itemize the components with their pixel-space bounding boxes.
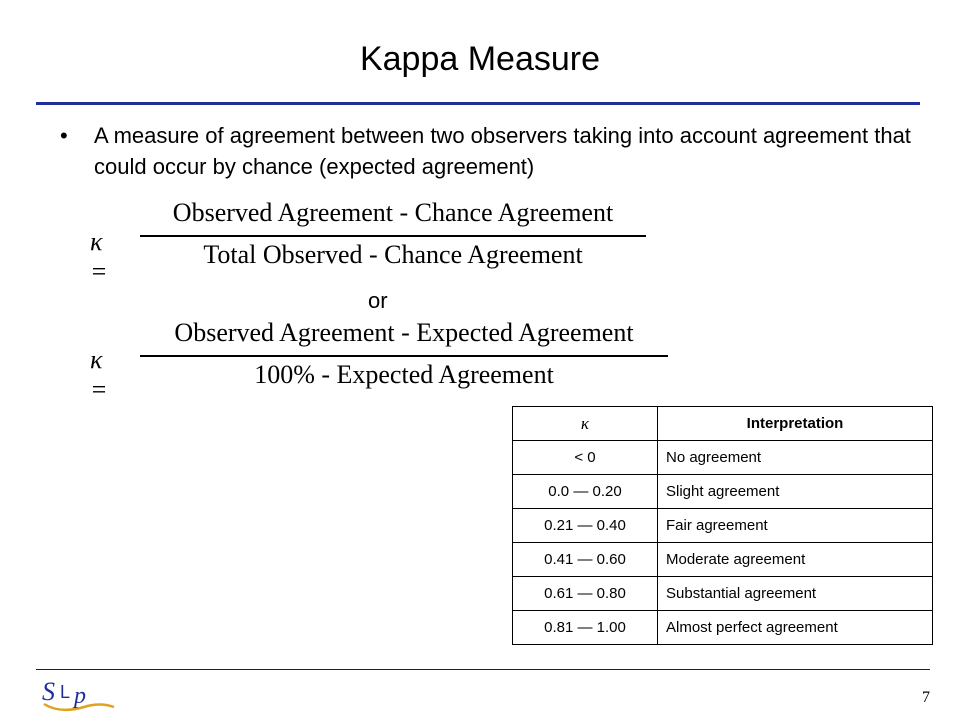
interpretation: Substantial agreement bbox=[658, 577, 933, 611]
table-header-row bbox=[513, 407, 933, 441]
svg-text:L: L bbox=[60, 682, 71, 702]
footer-divider bbox=[36, 669, 930, 670]
header-kappa: κ bbox=[513, 407, 658, 441]
bullet-text: A measure of agreement between two observers taking into account agreement that could occur by chance (expected agreement) bbox=[94, 123, 911, 179]
formula-numerator: Observed Agreement - Expected Agreement bbox=[174, 318, 634, 347]
interpretation: Fair agreement bbox=[658, 509, 933, 543]
fraction-bar bbox=[140, 235, 646, 237]
table-row bbox=[513, 509, 933, 543]
interpretation: Almost perfect agreement bbox=[658, 611, 933, 645]
kappa-equals: κ = bbox=[90, 227, 108, 286]
bullet-marker: • bbox=[60, 123, 68, 148]
table-row bbox=[513, 475, 933, 509]
kappa-interpretation-table bbox=[512, 406, 933, 645]
kappa-equals: κ = bbox=[90, 345, 108, 404]
table-row bbox=[513, 543, 933, 577]
svg-text:S: S bbox=[42, 677, 55, 706]
title-divider bbox=[36, 102, 920, 105]
table-row bbox=[513, 611, 933, 645]
interpretation: Slight agreement bbox=[658, 475, 933, 509]
kappa-range: 0.81 — 1.00 bbox=[513, 611, 658, 645]
kappa-range: < 0 bbox=[513, 441, 658, 475]
header-interpretation: Interpretation bbox=[658, 407, 933, 441]
page-number: 7 bbox=[922, 689, 930, 706]
or-separator: or bbox=[368, 288, 388, 313]
fraction-bar bbox=[140, 355, 668, 357]
svg-text:p: p bbox=[74, 683, 86, 709]
kappa-range: 0.0 — 0.20 bbox=[513, 475, 658, 509]
formula-denominator: 100% - Expected Agreement bbox=[254, 360, 554, 389]
slide-title: Kappa Measure bbox=[359, 40, 601, 78]
kappa-range: 0.61 — 0.80 bbox=[513, 577, 658, 611]
kappa-range: 0.41 — 0.60 bbox=[513, 543, 658, 577]
formula-numerator: Observed Agreement - Chance Agreement bbox=[172, 198, 614, 227]
slp-logo bbox=[40, 674, 118, 714]
kappa-range: 0.21 — 0.40 bbox=[513, 509, 658, 543]
formula-denominator: Total Observed - Chance Agreement bbox=[203, 240, 583, 269]
interpretation: Moderate agreement bbox=[658, 543, 933, 577]
interpretation: No agreement bbox=[658, 441, 933, 475]
table-row bbox=[513, 441, 933, 475]
table-row bbox=[513, 577, 933, 611]
